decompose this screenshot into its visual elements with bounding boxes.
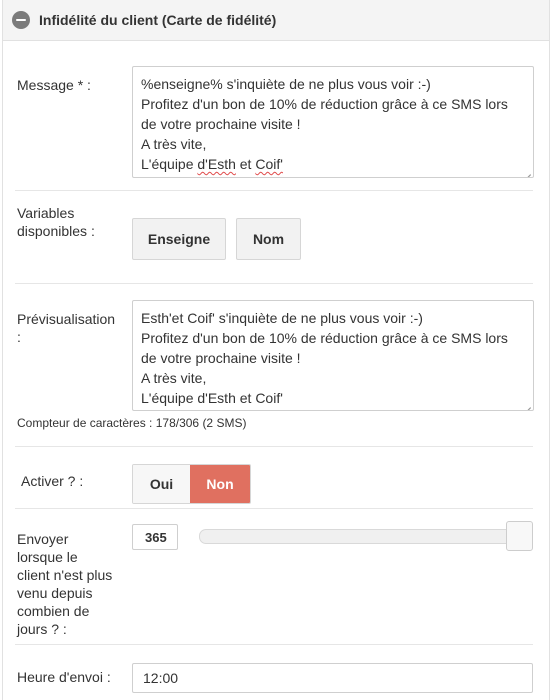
send-time-label: Heure d'envoi : [17,669,111,685]
message-line: %enseigne% s'inquiète de ne plus vous voir :-) [141,76,431,92]
divider [15,644,533,645]
days-slider-track[interactable] [199,529,533,544]
preview-line: L'équipe d'Esth et Coif' [141,390,283,406]
resize-grip-icon[interactable] [523,167,531,175]
message-line: de votre prochaine visite ! [141,116,301,132]
activate-toggle[interactable] [132,464,251,504]
preview-line: Esth'et Coif' s'inquiète de ne plus vous voir :-) [141,310,423,326]
days-label: Envoyer lorsque le client n'est plus venu depuis combien de jours ? : [17,531,113,637]
panel-title: Infidélité du client (Carte de fidélité) [39,12,277,28]
message-label: Message * : [17,77,91,93]
collapse-icon[interactable] [12,11,30,29]
message-textarea[interactable] [132,66,534,178]
variables-label: Variables disponibles : [17,205,95,239]
preview-line: Profitez d'un bon de 10% de réduction grâce à ce SMS lors [141,330,508,346]
preview-label: Prévisualisation : [17,311,116,345]
activate-oui-option[interactable]: Oui [133,465,190,503]
divider [15,190,533,191]
days-slider-handle[interactable] [506,521,533,551]
preview-textarea[interactable] [132,300,534,411]
activate-non-option[interactable]: Non [190,465,250,503]
panel-header[interactable] [3,0,549,41]
variable-nom-button[interactable]: Nom [236,218,301,260]
divider [15,508,533,509]
activate-label: Activer ? : [21,473,84,489]
days-input[interactable]: 365 [132,524,178,550]
preview-line: A très vite, [141,370,207,386]
send-time-input[interactable]: 12:00 [132,663,533,693]
message-line: A très vite, [141,136,207,152]
message-line: Profitez d'un bon de 10% de réduction grâce à ce SMS lors [141,96,508,112]
preview-line: de votre prochaine visite ! [141,350,301,366]
resize-grip-icon[interactable] [523,400,531,408]
character-counter: Compteur de caractères : 178/306 (2 SMS) [17,416,247,430]
divider [15,446,533,447]
message-line: L'équipe d'Esth et Coif' [141,156,283,172]
divider [15,283,533,284]
variable-enseigne-button[interactable]: Enseigne [132,218,226,260]
